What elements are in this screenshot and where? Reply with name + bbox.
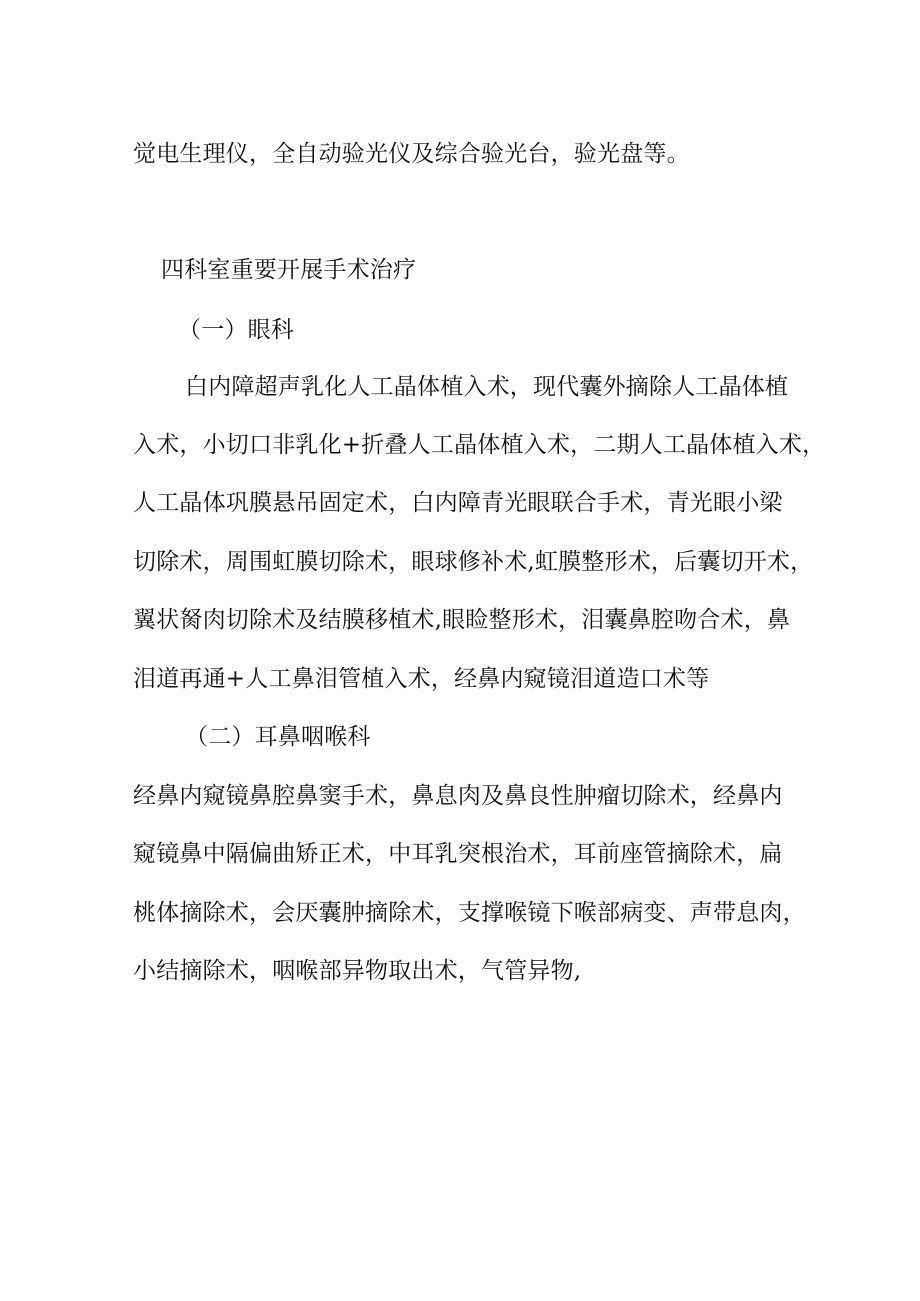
subsection-heading-ophthalmology: （一）眼科 — [178, 317, 294, 343]
text-line-continuation: 觉电生理仪，全自动验光仪及综合验光台，验光盘等。 — [133, 141, 690, 167]
paragraph-line: 小结摘除术，咽喉部异物取出术，气管异物, — [133, 958, 582, 984]
paragraph-line: 切除术，周围虹膜切除术，眼球修补术,虹膜整形术，后囊切开术， — [133, 549, 814, 575]
paragraph-line: 窥镜鼻中隔偏曲矫正术，中耳乳突根治术，耳前座管摘除术，扁 — [133, 841, 783, 867]
paragraph-line: 泪道再通+人工鼻泪管植入术，经鼻内窥镜泪道造口术等 — [133, 666, 710, 692]
section-heading: 四科室重要开展手术治疗 — [161, 257, 417, 283]
paragraph-line: 入术，小切口非乳化+折叠人工晶体植入术，二期人工晶体植入术， — [133, 432, 826, 458]
paragraph-line: 人工晶体巩膜悬吊固定术，白内障青光眼联合手术，青光眼小梁 — [133, 490, 783, 516]
paragraph-line: 白内障超声乳化人工晶体植入术，现代囊外摘除人工晶体植 — [185, 374, 789, 400]
paragraph-line: 翼状胬肉切除术及结膜移植术,眼睑整形术，泪囊鼻腔吻合术，鼻 — [133, 607, 791, 633]
subsection-heading-ent: （二）耳鼻咽喉科 — [185, 724, 371, 750]
paragraph-line: 桃体摘除术，会厌囊肿摘除术，支撑喉镜下喉部病变、声带息肉， — [133, 900, 806, 926]
paragraph-line: 经鼻内窥镜鼻腔鼻窦手术，鼻息肉及鼻良性肿瘤切除术，经鼻内 — [133, 783, 783, 809]
